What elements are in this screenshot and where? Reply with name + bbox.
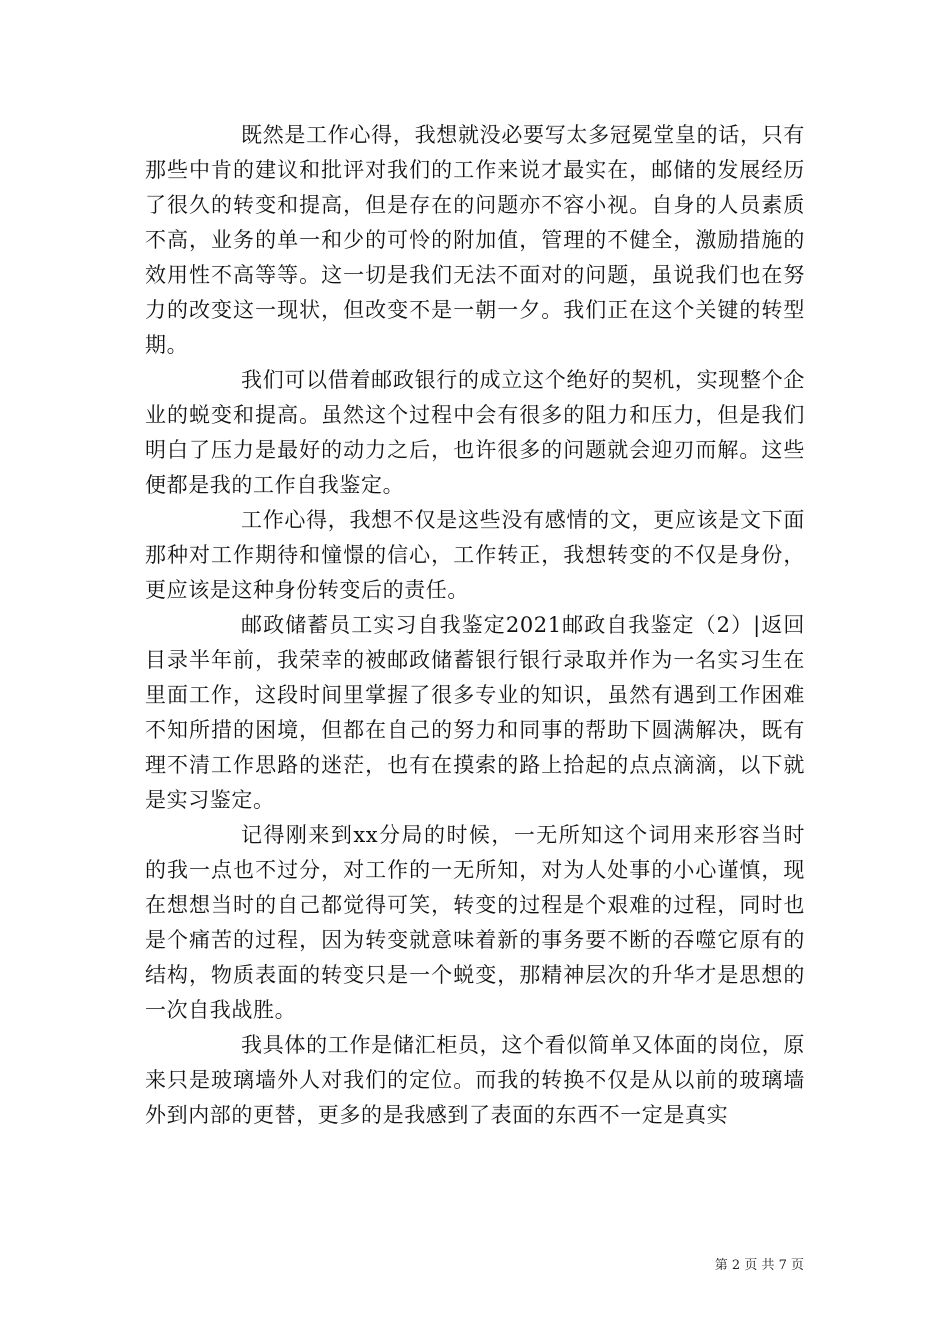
paragraph-1: 既然是工作心得，我想就没必要写太多冠冕堂皇的话，只有那些中肯的建议和批评对我们的工作来说才最实在，邮储的发展经历了很久的转变和提高，但是存在的问题亦不容小视。自身的人员素质不高，业务的单一和少的可怜的附加值，管理的不健全，激励措施的效用性不高等等。这一切是我们无法不面对的问题，虽说我们也在努力的改变这一现状，但改变不是一朝一夕。我们正在这个关键的转型期。: [145, 123, 805, 357]
paragraph-4: 邮政储蓄员工实习自我鉴定2021邮政自我鉴定（2）|返回目录半年前，我荣幸的被邮政储蓄银行银行录取并作为一名实习生在里面工作，这段时间里掌握了很多专业的知识，虽然有遇到工作困难不知所措的困境，但都在自己的努力和同事的帮助下圆满解决，既有理不清工作思路的迷茫，也有在摸索的路上拾起的点点滴滴，以下就是实习鉴定。: [145, 613, 805, 812]
paragraph-6: 我具体的工作是储汇柜员，这个看似简单又体面的岗位，原来只是玻璃墙外人对我们的定位。而我的转换不仅是从以前的玻璃墙外到内部的更替，更多的是我感到了表面的东西不一定是真实: [145, 1033, 805, 1127]
document-body: [145, 118, 805, 1133]
page-number-footer: 第 2 页 共 7 页: [714, 1258, 804, 1273]
paragraph-2: 我们可以借着邮政银行的成立这个绝好的契机，实现整个企业的蜕变和提高。虽然这个过程中会有很多的阻力和压力，但是我们明白了压力是最好的动力之后，也许很多的问题就会迎刃而解。这些便都是我的工作自我鉴定。: [145, 368, 805, 497]
paragraph-3: 工作心得，我想不仅是这些没有感情的文，更应该是文下面那种对工作期待和憧憬的信心，工作转正，我想转变的不仅是身份，更应该是这种身份转变后的责任。: [145, 508, 805, 602]
paragraph-5: 记得刚来到xx分局的时候，一无所知这个词用来形容当时的我一点也不过分，对工作的一无所知，对为人处事的小心谨慎，现在想想当时的自己都觉得可笑，转变的过程是个艰难的过程，同时也是个痛苦的过程，因为转变就意味着新的事务要不断的吞噬它原有的结构，物质表面的转变只是一个蜕变，那精神层次的升华才是思想的一次自我战胜。: [145, 823, 805, 1022]
